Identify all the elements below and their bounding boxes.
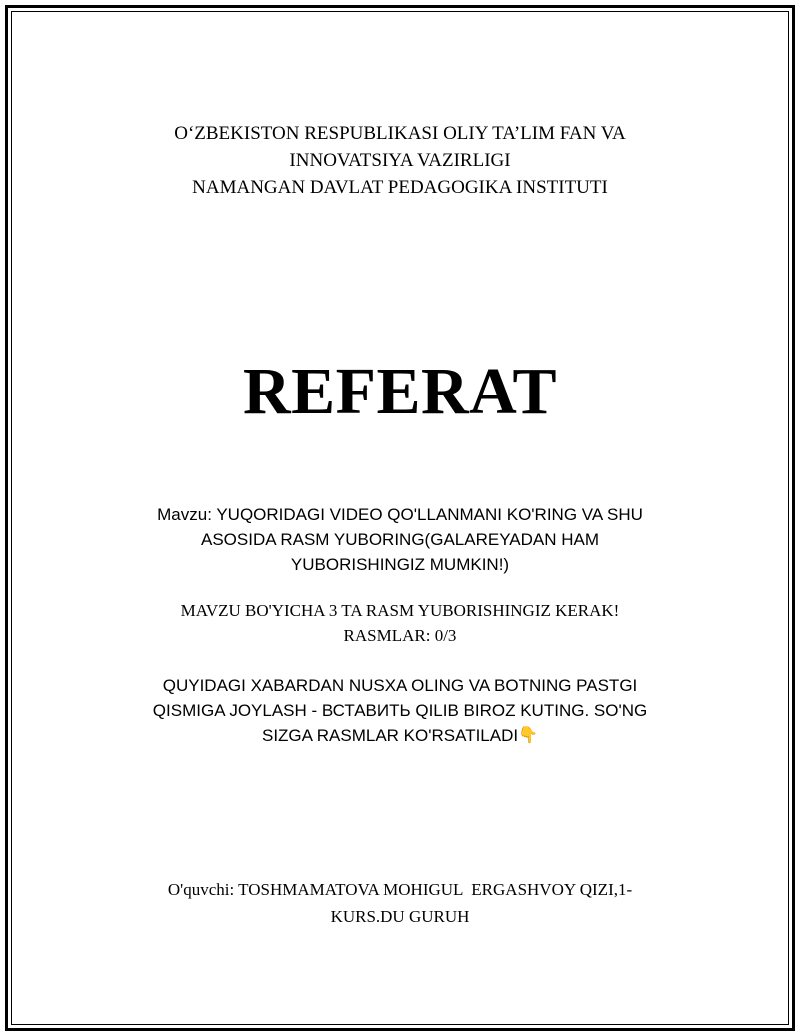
document-title: REFERAT	[243, 355, 557, 428]
instructions-line-2: QISMIGA JOYLASH - ВСТАВИТЬ QILIB BIROZ KUTING. SO'NG	[152, 701, 648, 720]
images-counter: RASMLAR: 0/3	[343, 626, 457, 645]
hand-pointing-down-icon: 👇	[518, 727, 539, 744]
instructions-line-1: QUYIDAGI XABARDAN NUSXA OLING VA BOTNING PASTGI	[162, 676, 638, 695]
topic-line-2: ASOSIDA RASM YUBORING(GALAREYADAN HAM	[200, 530, 599, 549]
institution-header	[0, 120, 800, 201]
topic-line-1: Mavzu: YUQORIDAGI VIDEO QO'LLANMANI KO'RING VA SHU	[157, 505, 643, 524]
topic-section	[0, 502, 800, 577]
header-line-2: INNOVATSIYA VAZIRLIGI	[289, 150, 511, 171]
topic-line-3: YUBORISHINGIZ MUMKIN!)	[290, 555, 510, 574]
header-line-3: NAMANGAN DAVLAT PEDAGOGIKA INSTITUTI	[192, 177, 608, 198]
requirement-line-1: MAVZU BO'YICHA 3 TA RASM YUBORISHINGIZ KERAK!	[180, 601, 620, 620]
student-section	[0, 876, 800, 930]
student-line-2: KURS.DU GURUH	[330, 907, 470, 926]
instructions-line-3: SIZGA RASMLAR KO'RSATILADI	[261, 726, 519, 745]
header-line-1: O‘ZBEKISTON RESPUBLIKASI OLIY TA’LIM FAN VA	[174, 123, 626, 144]
requirement-section	[0, 598, 800, 648]
instructions-section	[0, 673, 800, 748]
instructions-line-3-wrap	[0, 723, 800, 748]
student-line-1: O'quvchi: TOSHMAMATOVA MOHIGUL ERGASHVOY QIZI,1-	[167, 880, 633, 899]
